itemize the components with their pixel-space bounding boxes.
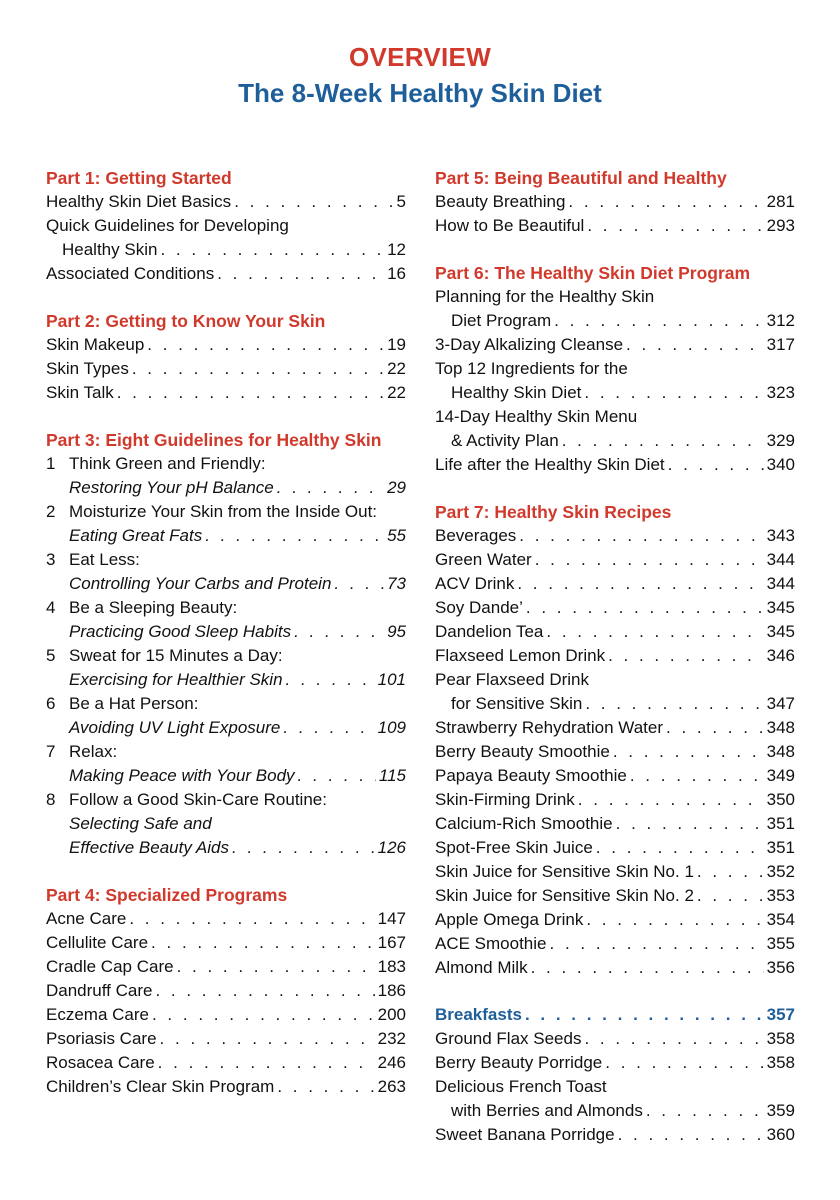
- leader-dots: [608, 644, 764, 668]
- entry-title: Practicing Good Sleep Habits: [69, 622, 292, 641]
- entry-title: Selecting Safe and: [69, 814, 212, 833]
- entry-title: Life after the Healthy Skin Diet: [435, 455, 665, 474]
- leader-dots: [129, 907, 374, 931]
- entry-page: 5: [396, 192, 406, 211]
- entry-page: 360: [766, 1125, 795, 1144]
- toc-entry[interactable]: [435, 548, 795, 572]
- entry-title: Papaya Beauty Smoothie: [435, 766, 627, 785]
- leader-dots: [535, 548, 764, 572]
- entry-page: 126: [377, 838, 406, 857]
- toc-entry[interactable]: [46, 979, 406, 1003]
- guideline-title[interactable]: [46, 692, 406, 716]
- entry-title: Spot-Free Skin Juice: [435, 838, 593, 857]
- entry-page: 183: [377, 957, 406, 976]
- entry-title: Planning for the Healthy Skin: [435, 287, 655, 306]
- leader-dots: [618, 1123, 764, 1147]
- entry-title: Effective Beauty Aids: [69, 838, 230, 857]
- leader-dots: [697, 884, 764, 908]
- entry-title: Eating Great Fats: [69, 526, 203, 545]
- entry-page: 22: [387, 359, 406, 378]
- entry-title: Skin Juice for Sensitive Skin No. 1: [435, 862, 694, 881]
- leader-dots: [626, 333, 764, 357]
- leader-dots: [117, 381, 384, 405]
- entry-page: 29: [387, 478, 406, 497]
- leader-dots: [234, 190, 393, 214]
- toc-entry[interactable]: [435, 812, 795, 836]
- entry-page: 354: [766, 910, 795, 929]
- part1-heading: Part 1: Getting Started: [46, 168, 232, 188]
- guideline-title[interactable]: [46, 500, 406, 524]
- guideline-label: Be a Sleeping Beauty:: [69, 598, 238, 617]
- entry-title: Cradle Cap Care: [46, 957, 174, 976]
- toc-entry[interactable]: [435, 836, 795, 860]
- page-title: The 8-Week Healthy Skin Diet: [238, 78, 602, 108]
- leader-dots: [160, 238, 384, 262]
- entry-page: 12: [387, 240, 406, 259]
- entry-title: Healthy Skin: [62, 240, 158, 259]
- guideline-number: 4: [46, 598, 56, 617]
- entry-title: Healthy Skin Diet: [451, 383, 582, 402]
- entry-title: Apple Omega Drink: [435, 910, 584, 929]
- entry-page: 329: [766, 431, 795, 450]
- entry-page: 349: [766, 766, 795, 785]
- toc-entry[interactable]: [435, 214, 795, 238]
- toc-entry[interactable]: [435, 309, 795, 333]
- entry-title: for Sensitive Skin: [451, 694, 583, 713]
- toc-entry[interactable]: [435, 740, 795, 764]
- entry-page: 344: [766, 550, 795, 569]
- toc-entry[interactable]: [435, 956, 795, 980]
- toc-entry[interactable]: [46, 524, 406, 548]
- entry-title: Skin Talk: [46, 383, 114, 402]
- toc-entry[interactable]: [435, 884, 795, 908]
- toc-entry[interactable]: [435, 285, 795, 309]
- part3-heading: Part 3: Eight Guidelines for Healthy Skin: [46, 430, 382, 450]
- leader-dots: [584, 1027, 763, 1051]
- part5-heading: Part 5: Being Beautiful and Healthy: [435, 168, 727, 188]
- leader-dots: [668, 453, 764, 477]
- leader-dots: [550, 932, 764, 956]
- toc-entry[interactable]: [46, 214, 406, 238]
- toc-entry[interactable]: [46, 572, 406, 596]
- guideline-number: 8: [46, 790, 56, 809]
- leader-dots: [697, 860, 764, 884]
- toc-entry[interactable]: [46, 716, 406, 740]
- toc-entry[interactable]: [46, 333, 406, 357]
- toc-entry[interactable]: [46, 190, 406, 214]
- toc-entry[interactable]: [435, 596, 795, 620]
- part7-heading: Part 7: Healthy Skin Recipes: [435, 502, 672, 522]
- toc-entry[interactable]: [435, 429, 795, 453]
- leader-dots: [177, 955, 375, 979]
- leader-dots: [277, 476, 384, 500]
- part2-heading: Part 2: Getting to Know Your Skin: [46, 311, 326, 331]
- leader-dots: [666, 716, 764, 740]
- guideline-label: Follow a Good Skin-Care Routine:: [69, 790, 327, 809]
- leader-dots: [286, 668, 375, 692]
- toc-entry[interactable]: [435, 692, 795, 716]
- entry-title: Children’s Clear Skin Program: [46, 1077, 275, 1096]
- entry-title: Skin Types: [46, 359, 129, 378]
- toc-entry[interactable]: [46, 668, 406, 692]
- entry-title: Pear Flaxseed Drink: [435, 670, 590, 689]
- entry-title: Skin Juice for Sensitive Skin No. 2: [435, 886, 694, 905]
- entry-title: Skin-Firming Drink: [435, 790, 575, 809]
- entry-title: Eczema Care: [46, 1005, 149, 1024]
- entry-title: Skin Makeup: [46, 335, 145, 354]
- leader-dots: [546, 620, 763, 644]
- entry-page: 323: [766, 383, 795, 402]
- toc-entry[interactable]: [435, 405, 795, 429]
- entry-page: 167: [377, 933, 406, 952]
- entry-title: Berry Beauty Porridge: [435, 1053, 603, 1072]
- toc-right-column: [435, 166, 795, 1147]
- leader-dots: [152, 1003, 375, 1027]
- toc-entry[interactable]: [46, 1003, 406, 1027]
- entry-title: Delicious French Toast: [435, 1077, 607, 1096]
- guideline-number: 5: [46, 646, 56, 665]
- entry-page: 356: [766, 958, 795, 977]
- entry-page: 343: [766, 526, 795, 545]
- entry-title: Controlling Your Carbs and Protein: [69, 574, 332, 593]
- guideline-number: 2: [46, 502, 56, 521]
- toc-left-column: [46, 166, 406, 1099]
- entry-page: 95: [387, 622, 406, 641]
- toc-entry[interactable]: [46, 357, 406, 381]
- leader-dots: [132, 357, 384, 381]
- toc-entry[interactable]: [435, 333, 795, 357]
- entry-page: 344: [766, 574, 795, 593]
- guideline-label: Relax:: [69, 742, 118, 761]
- entry-page: 355: [766, 934, 795, 953]
- leader-dots: [578, 788, 764, 812]
- guideline-label: Moisturize Your Skin from the Inside Out:: [69, 502, 378, 521]
- entry-page: 73: [387, 574, 406, 593]
- leader-dots: [587, 214, 763, 238]
- guideline-number: 1: [46, 454, 56, 473]
- entry-page: 345: [766, 622, 795, 641]
- entry-page: 348: [766, 742, 795, 761]
- toc-entry[interactable]: [46, 764, 406, 788]
- toc-entry[interactable]: [46, 381, 406, 405]
- toc-entry[interactable]: [46, 955, 406, 979]
- toc-entry[interactable]: [46, 812, 406, 836]
- toc-entry[interactable]: [435, 1051, 795, 1075]
- toc-entry[interactable]: [46, 262, 406, 286]
- entry-page: 357: [766, 1005, 795, 1024]
- entry-title: Top 12 Ingredients for the: [435, 359, 628, 378]
- entry-page: 347: [766, 694, 795, 713]
- overview-label: OVERVIEW: [348, 42, 492, 72]
- part4-heading: Part 4: Specialized Programs: [46, 885, 288, 905]
- entry-title: Diet Program: [451, 311, 552, 330]
- entry-title: Dandelion Tea: [435, 622, 544, 641]
- toc-entry[interactable]: [435, 668, 795, 692]
- entry-title: 14-Day Healthy Skin Menu: [435, 407, 638, 426]
- guideline-title[interactable]: [46, 740, 406, 764]
- entry-title: Berry Beauty Smoothie: [435, 742, 610, 761]
- toc-entry[interactable]: [46, 836, 406, 860]
- leader-dots: [562, 429, 764, 453]
- entry-title: Quick Guidelines for Developing: [46, 216, 289, 235]
- entry-title: Almond Milk: [435, 958, 528, 977]
- guideline-title[interactable]: [46, 788, 406, 812]
- part6-heading: Part 6: The Healthy Skin Diet Program: [435, 263, 751, 283]
- guideline-title[interactable]: [46, 452, 406, 476]
- entry-title: Cellulite Care: [46, 933, 149, 952]
- entry-page: 16: [387, 264, 406, 283]
- leader-dots: [554, 309, 763, 333]
- entry-page: 186: [377, 981, 406, 1000]
- toc-entry[interactable]: [435, 381, 795, 405]
- guideline-number: 7: [46, 742, 56, 761]
- guideline-number: 6: [46, 694, 56, 713]
- entry-page: 200: [377, 1005, 406, 1024]
- entry-page: 359: [766, 1101, 795, 1120]
- leader-dots: [630, 764, 764, 788]
- entry-page: 351: [766, 814, 795, 833]
- entry-page: 246: [377, 1053, 406, 1072]
- toc-entry[interactable]: [435, 1027, 795, 1051]
- toc-entry[interactable]: [435, 524, 795, 548]
- entry-page: 147: [377, 909, 406, 928]
- entry-page: 312: [766, 311, 795, 330]
- entry-page: 346: [766, 646, 795, 665]
- leader-dots: [596, 836, 764, 860]
- entry-page: 352: [766, 862, 795, 881]
- leader-dots: [605, 1051, 763, 1075]
- entry-page: 348: [766, 718, 795, 737]
- leader-dots: [519, 524, 763, 548]
- entry-title: & Activity Plan: [451, 431, 559, 450]
- toc-entry[interactable]: [435, 453, 795, 477]
- leader-dots: [517, 572, 763, 596]
- toc-entry[interactable]: [435, 357, 795, 381]
- entry-page: 345: [766, 598, 795, 617]
- toc-entry[interactable]: [435, 1123, 795, 1147]
- toc-entry[interactable]: [46, 931, 406, 955]
- entry-page: 353: [766, 886, 795, 905]
- toc-entry[interactable]: [435, 620, 795, 644]
- entry-page: 115: [378, 766, 406, 785]
- leader-dots: [526, 596, 764, 620]
- entry-page: 281: [766, 192, 795, 211]
- leader-dots: [616, 812, 764, 836]
- entry-title: Sweet Banana Porridge: [435, 1125, 615, 1144]
- toc-entry[interactable]: [435, 644, 795, 668]
- entry-title: Associated Conditions: [46, 264, 215, 283]
- entry-page: 109: [377, 718, 406, 737]
- entry-page: 22: [387, 383, 406, 402]
- entry-title: Avoiding UV Light Exposure: [69, 718, 281, 737]
- leader-dots: [151, 931, 375, 955]
- guideline-label: Think Green and Friendly:: [69, 454, 266, 473]
- entry-title: Restoring Your pH Balance: [69, 478, 274, 497]
- leader-dots: [646, 1099, 764, 1123]
- entry-page: 317: [766, 335, 795, 354]
- entry-title: Flaxseed Lemon Drink: [435, 646, 606, 665]
- toc-entry[interactable]: [46, 1075, 406, 1099]
- toc-entry[interactable]: [435, 908, 795, 932]
- toc-entry[interactable]: [435, 932, 795, 956]
- entry-page: 340: [766, 455, 795, 474]
- toc-entry[interactable]: [435, 572, 795, 596]
- entry-page: 351: [766, 838, 795, 857]
- leader-dots: [158, 1051, 375, 1075]
- entry-title: Psoriasis Care: [46, 1029, 157, 1048]
- entry-title: Rosacea Care: [46, 1053, 155, 1072]
- entry-title: How to Be Beautiful: [435, 216, 585, 235]
- leader-dots: [613, 740, 764, 764]
- entry-title: ACV Drink: [435, 574, 515, 593]
- leader-dots: [294, 620, 384, 644]
- entry-title: Beverages: [435, 526, 517, 545]
- entry-page: 358: [766, 1029, 795, 1048]
- leader-dots: [147, 333, 384, 357]
- entry-title: Healthy Skin Diet Basics: [46, 192, 232, 211]
- toc-entry[interactable]: [46, 476, 406, 500]
- leader-dots: [217, 262, 384, 286]
- leader-dots: [568, 190, 763, 214]
- entry-page: 350: [766, 790, 795, 809]
- entry-title: Calcium-Rich Smoothie: [435, 814, 613, 833]
- leader-dots: [160, 1027, 375, 1051]
- guideline-number: 3: [46, 550, 56, 569]
- toc-entry[interactable]: [46, 1027, 406, 1051]
- toc-entry[interactable]: [435, 190, 795, 214]
- guideline-label: Sweat for 15 Minutes a Day:: [69, 646, 283, 665]
- leader-dots: [334, 572, 384, 596]
- entry-title: 3-Day Alkalizing Cleanse: [435, 335, 624, 354]
- entry-title: with Berries and Almonds: [451, 1101, 643, 1120]
- entry-page: 263: [377, 1077, 406, 1096]
- leader-dots: [277, 1075, 374, 1099]
- leader-dots: [585, 692, 763, 716]
- entry-title: Acne Care: [46, 909, 127, 928]
- toc-entry[interactable]: [46, 907, 406, 931]
- entry-page: 101: [377, 670, 406, 689]
- toc-entry[interactable]: [435, 764, 795, 788]
- toc-entry[interactable]: [46, 1051, 406, 1075]
- toc-entry[interactable]: [435, 788, 795, 812]
- entry-title: Beauty Breathing: [435, 192, 566, 211]
- leader-dots: [155, 979, 374, 1003]
- guideline-label: Be a Hat Person:: [69, 694, 199, 713]
- entry-page: 358: [766, 1053, 795, 1072]
- toc-entry[interactable]: [46, 620, 406, 644]
- entry-title: ACE Smoothie: [435, 934, 547, 953]
- leader-dots: [283, 716, 374, 740]
- leader-dots: [586, 908, 763, 932]
- leader-dots: [205, 524, 384, 548]
- guideline-title[interactable]: [46, 596, 406, 620]
- entry-title: Breakfasts: [435, 1005, 522, 1024]
- entry-title: Strawberry Rehydration Water: [435, 718, 664, 737]
- toc-entry[interactable]: [435, 716, 795, 740]
- entry-title: Green Water: [435, 550, 532, 569]
- entry-title: Soy Dande’: [435, 598, 523, 617]
- toc-entry[interactable]: [46, 238, 406, 262]
- leader-dots: [298, 764, 376, 788]
- entry-title: Ground Flax Seeds: [435, 1029, 582, 1048]
- leader-dots: [584, 381, 763, 405]
- entry-page: 19: [387, 335, 406, 354]
- leader-dots: [232, 836, 375, 860]
- guideline-title[interactable]: [46, 644, 406, 668]
- guideline-label: Eat Less:: [69, 550, 140, 569]
- leader-dots: [525, 1003, 764, 1027]
- toc-entry[interactable]: [435, 860, 795, 884]
- breakfasts-heading[interactable]: [435, 1003, 795, 1027]
- toc-entry[interactable]: [435, 1099, 795, 1123]
- toc-entry[interactable]: [435, 1075, 795, 1099]
- entry-page: 232: [377, 1029, 406, 1048]
- entry-title: Making Peace with Your Body: [69, 766, 295, 785]
- entry-page: 55: [387, 526, 406, 545]
- entry-title: Exercising for Healthier Skin: [69, 670, 283, 689]
- entry-page: 293: [766, 216, 795, 235]
- entry-title: Dandruff Care: [46, 981, 153, 1000]
- guideline-title[interactable]: [46, 548, 406, 572]
- leader-dots: [531, 956, 764, 980]
